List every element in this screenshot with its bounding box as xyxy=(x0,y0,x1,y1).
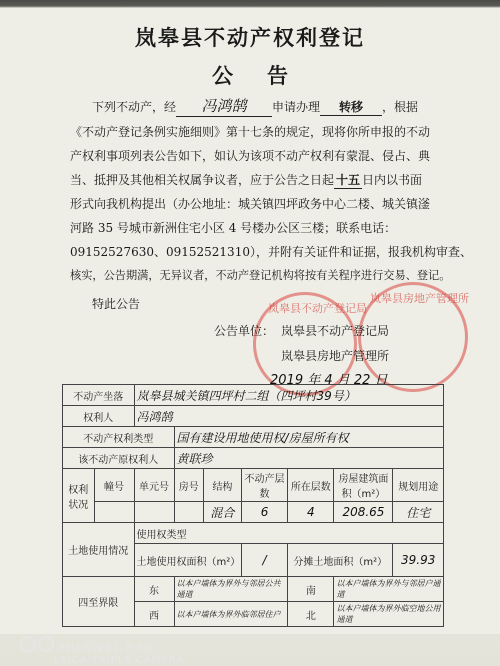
east-label: 东 xyxy=(134,577,174,602)
south-value: 以本户墙体为界外与邻居户通道 xyxy=(334,577,444,602)
table-row xyxy=(63,406,444,427)
east-value: 以本户墙体为界外与邻居公共通道 xyxy=(174,577,288,602)
table-row xyxy=(63,502,444,523)
west-label: 西 xyxy=(134,602,174,627)
line1-prefix: 下列不动产，经 xyxy=(92,100,177,114)
notice-line-1 xyxy=(92,95,418,117)
south-label: 南 xyxy=(288,577,334,602)
notice-title: 岚皋县不动产权利登记 xyxy=(135,25,365,50)
table-row xyxy=(63,469,444,502)
table-row xyxy=(63,427,444,448)
camera-watermark xyxy=(20,636,184,666)
col-unit: 单元号 xyxy=(134,469,174,502)
announcer-1: 岚皋县不动产登记局 xyxy=(281,324,390,338)
table-row xyxy=(63,577,444,602)
notice-line-6: 河路 35 号城市新洲住宅小区 4 号楼办公区三楼；联系电话： xyxy=(70,221,397,235)
line1-mid: 申请办理 xyxy=(272,100,321,114)
applicant-name: 冯鸿鹄 xyxy=(176,95,272,117)
right-type-value: 国有建设用地使用权/房屋所有权 xyxy=(174,427,443,448)
col-use: 规划用途 xyxy=(393,469,444,502)
business-type: 转移 xyxy=(320,98,382,116)
objection-days: 十五 xyxy=(336,173,361,187)
north-label: 北 xyxy=(288,602,334,627)
col-room: 房号 xyxy=(174,469,203,502)
col-floors: 不动产层数 xyxy=(241,469,287,502)
structure-value: 混合 xyxy=(204,502,242,523)
land-area-value: / xyxy=(241,544,287,577)
table-row xyxy=(63,523,444,544)
owner-label: 权利人 xyxy=(63,406,135,427)
north-value: 以本户墙体为界外临空地公用通道 xyxy=(334,602,444,627)
announcer-2: 岚皋县房地产管理所 xyxy=(281,349,390,363)
original-owner-value: 黄联珍 xyxy=(174,448,443,469)
col-area: 房屋建筑面积（m²） xyxy=(334,469,393,502)
line4-prefix: 当、抵押及其他相关权属争议者，应于公告之日起 xyxy=(70,173,335,187)
land-right-type-label: 使用权类型 xyxy=(134,523,443,544)
property-table xyxy=(62,384,444,627)
stamp-right-text: 岚皋县房地产管理所 xyxy=(370,292,469,305)
special-notice: 特此公告 xyxy=(92,297,141,311)
notice-line-2: 《不动产登记条例实施细则》第十七条的规定，现将你所申报的不动 xyxy=(70,125,431,139)
right-type-label: 不动产权利类型 xyxy=(63,427,175,448)
notice-line-8: 核实，公告期满，无异议者，不动产登记机构将按有关程序进行交易、登记。 xyxy=(70,269,451,282)
lens-ring-icon xyxy=(38,636,54,652)
notice-line-3: 产权利事项列表公告如下，如认为该项不动产权利有蒙混、侵占、典 xyxy=(70,149,431,163)
line4-suffix: 日内以书面 xyxy=(362,173,423,187)
use-value: 住宅 xyxy=(393,502,444,523)
col-structure: 结构 xyxy=(204,469,242,502)
area-value: 208.65 xyxy=(334,502,393,523)
shared-area-value: 39.93 xyxy=(393,544,444,577)
shared-area-label: 分摊土地面积（m²） xyxy=(288,544,393,577)
owner-value: 冯鸿鹄 xyxy=(134,406,443,427)
col-building: 幢号 xyxy=(94,469,134,502)
lens-ring-icon xyxy=(20,636,36,652)
notice-line-4 xyxy=(70,171,422,189)
west-value: 以本户墙体为界外临邻居住户 xyxy=(174,602,288,627)
notice-line-5: 形式向我机构提出（办公地址：城关镇四坪政务中心二楼、城关镇滏 xyxy=(70,197,431,211)
location-label: 不动产坐落 xyxy=(63,385,135,406)
notice-line-7: 09152527630、09152521310），并附有关证件和证据，报我机构审查、 xyxy=(70,245,472,259)
watermark-brand: HUAWEI P30 xyxy=(59,641,155,655)
stamp-left-text: 岚皋县不动产登记局 xyxy=(268,302,367,315)
notice-date: 2019 年 4 月 22 日 xyxy=(270,373,388,388)
table-row xyxy=(63,448,444,469)
status-label: 权利状况 xyxy=(63,469,95,523)
boundary-label: 四至界限 xyxy=(63,577,135,627)
original-owner-label: 该不动产原权利人 xyxy=(63,448,175,469)
watermark-camera: LEICA TRIPLE CAMERA xyxy=(54,655,185,666)
land-usage-label: 土地使用情况 xyxy=(63,523,135,577)
notice-subtitle: 公告 xyxy=(212,63,322,88)
location-value: 岚皋县城关镇四坪村二组（四坪村39号） xyxy=(134,385,443,406)
land-area-label: 土地使用权面积（m²） xyxy=(134,544,241,577)
table-row xyxy=(63,385,444,406)
floors-value: 6 xyxy=(241,502,287,523)
col-on-floor: 所在层数 xyxy=(288,469,334,502)
on-floor-value: 4 xyxy=(288,502,334,523)
announcer-label: 公告单位： xyxy=(214,324,275,338)
line1-suffix: ，根据 xyxy=(382,100,419,114)
